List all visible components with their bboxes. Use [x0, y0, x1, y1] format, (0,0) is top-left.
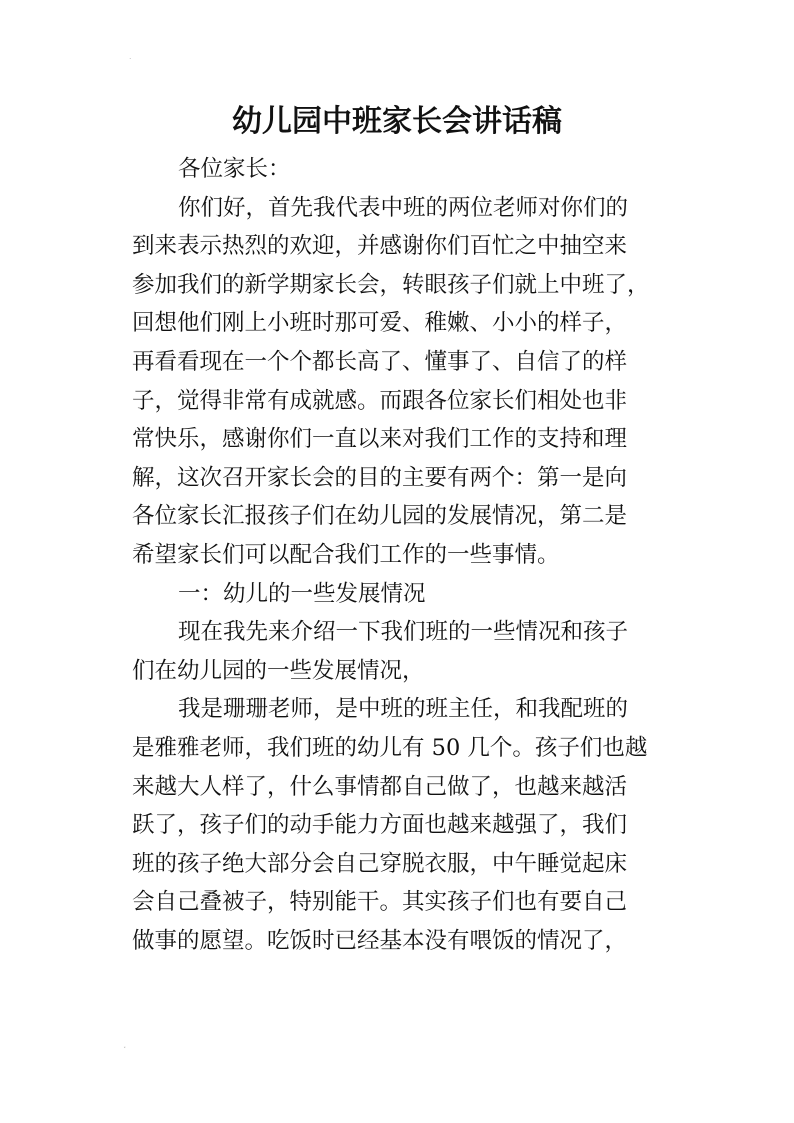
paragraph-line: 跃了，孩子们的动手能力方面也越来越强了，我们	[132, 812, 628, 839]
paragraph-line: 们在幼儿园的一些发展情况，	[132, 657, 425, 684]
paragraph-line: 我是珊珊老师，是中班的班主任，和我配班的	[178, 696, 629, 723]
paragraph-line: 希望家长们可以配合我们工作的一些事情。	[132, 541, 560, 568]
corner-mark-top: ˙	[128, 58, 133, 68]
paragraph-line: 子，觉得非常有成就感。而跟各位家长们相处也非	[132, 387, 628, 414]
paragraph-line: 回想他们刚上小班时那可爱、稚嫩、小小的样子，	[132, 310, 628, 337]
salutation: 各位家长：	[178, 156, 291, 182]
corner-mark-bottom: ⸼	[124, 1039, 127, 1049]
paragraph-line: 各位家长汇报孩子们在幼儿园的发展情况，第二是	[132, 503, 628, 530]
paragraph-line: 班的孩子绝大部分会自己穿脱衣服，中午睡觉起床	[132, 850, 628, 877]
paragraph-line: 做事的愿望。吃饭时已经基本没有喂饭的情况了，	[132, 927, 628, 954]
paragraph-line: 来越大人样了，什么事情都自己做了，也越来越活	[132, 773, 628, 800]
paragraph-line: 会自己叠被子，特别能干。其实孩子们也有要自己	[132, 889, 628, 916]
paragraph-line: 解，这次召开家长会的目的主要有两个：第一是向	[132, 464, 628, 491]
document-body	[132, 150, 672, 960]
paragraph-line: 现在我先来介绍一下我们班的一些情况和孩子	[178, 619, 629, 646]
paragraph-line: 是雅雅老师，我们班的幼儿有 50 几个。孩子们也越	[132, 734, 648, 761]
paragraph-line: 常快乐，感谢你们一直以来对我们工作的支持和理	[132, 426, 628, 453]
paragraph-line: 到来表示热烈的欢迎，并感谢你们百忙之中抽空来	[132, 233, 628, 260]
section-heading: 一：幼儿的一些发展情况	[178, 580, 426, 607]
paragraph-line: 参加我们的新学期家长会，转眼孩子们就上中班了，	[132, 271, 650, 298]
document-title: 幼儿园中班家长会讲话稿	[232, 104, 562, 139]
paragraph-line: 再看看现在一个个都长高了、懂事了、自信了的样	[132, 348, 628, 375]
paragraph-line: 你们好，首先我代表中班的两位老师对你们的	[178, 194, 629, 221]
